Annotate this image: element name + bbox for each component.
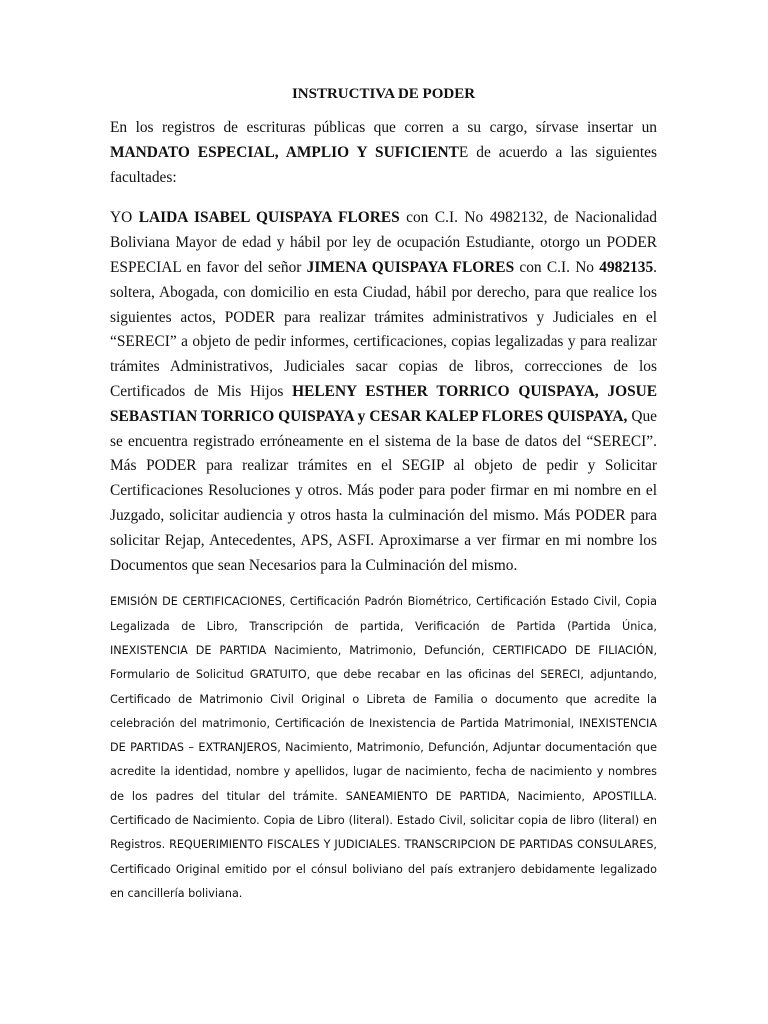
intro-text-1: En los registros de escrituras públicas que corren a su cargo, sírvase insertar un [110, 119, 657, 136]
attorney-id-number: 4982135 [599, 258, 654, 276]
intro-text-2: E de acuerdo a las siguientes facultades: [110, 143, 657, 186]
intro-bold-mandate: MANDATO ESPECIAL, AMPLIO Y SUFICIENT [110, 143, 459, 161]
children-names: HELENY ESTHER TORRICO QUISPAYA, JOSUE SEBASTIAN TORRICO QUISPAYA y CESAR KALEP FLORES QUISPAYA, [110, 382, 658, 425]
power-text-4: . soltera, Abogada, con domicilio en esta Ciudad, hábil por derecho, para que realice los siguientes actos, PODER para realizar trámites administrativos y Judiciales en el “SERECI” a objeto de pedir informes, certificaciones, copias legalizadas y para realizar trámites Administrativos, Judiciales sacar copias de libros, correcciones de los Certificados de Mis Hijos [110, 258, 657, 400]
power-text-2: con C.I. No 4982132, de Nacionalidad Boliviana Mayor de edad y hábil por ley de ocupación Estudiante, otorgo un PODER ESPECIAL en favor del señor [110, 209, 657, 276]
intro-paragraph [110, 116, 657, 190]
document-page [110, 84, 657, 906]
power-text-5: Que se encuentra registrado erróneamente en el sistema de la base de datos del “SERECI”. Más PODER para realizar trámites en el SEGIP al objeto de pedir y Solicitar Certificaciones Resoluciones y otros. Más poder para poder firmar en mi nombre en el Juzgado, solicitar audiencia y otros hasta la culminación del mismo. Más PODER para solicitar Rejap, Antecedentes, APS, ASFI. Aproximarse a ver firmar en mi nombre los Documentos que sean Necesarios para la Culminación del mismo. [110, 407, 657, 574]
power-text-1: YO [110, 209, 139, 227]
certifications-paragraph: EMISIÓN DE CERTIFICACIONES, Certificación Padrón Biométrico, Certificación Estado Civil, Copia Legalizada de Libro, Transcripción de partida, Verificación de Partida (Partida Única, INEXISTENCIA DE PARTIDA Nacimiento, Matrimonio, Defunción, CERTIFICADO DE FILIACIÓN, Formulario de Solicitud GRATUITO, que debe recabar en las oficinas del SERECI, adjuntando, Certificado de Matrimonio Civil Original o Libreta de Familia o documento que acredite la celebración del matrimonio, Certificación de Inexistencia de Partida Matrimonial, INEXISTENCIA DE PARTIDAS – EXTRANJEROS, Nacimiento, Matrimonio, Defunción, Adjuntar documentación que acredite la identidad, nombre y apellidos, lugar de nacimiento, fecha de nacimiento y nombres de los padres del titular del trámite. SANEAMIENTO DE PARTIDA, Nacimiento, APOSTILLA. Certificado de Nacimiento. Copia de Libro (literal). Estado Civil, solicitar copia de libro (literal) en Registros. REQUERIMIENTO FISCALES Y JUDICIALES. TRANSCRIPCION DE PARTIDAS CONSULARES, Certificado Original emitido por el cónsul boliviano del país extranjero debidamente legalizado en cancillería boliviana. [110, 595, 657, 900]
power-text-3: con C.I. No [514, 258, 600, 276]
grantor-name: LAIDA ISABEL QUISPAYA FLORES [138, 209, 400, 227]
attorney-name: JIMENA QUISPAYA FLORES [306, 258, 515, 276]
document-title: INSTRUCTIVA DE PODER [291, 86, 476, 102]
power-paragraph [110, 206, 657, 578]
